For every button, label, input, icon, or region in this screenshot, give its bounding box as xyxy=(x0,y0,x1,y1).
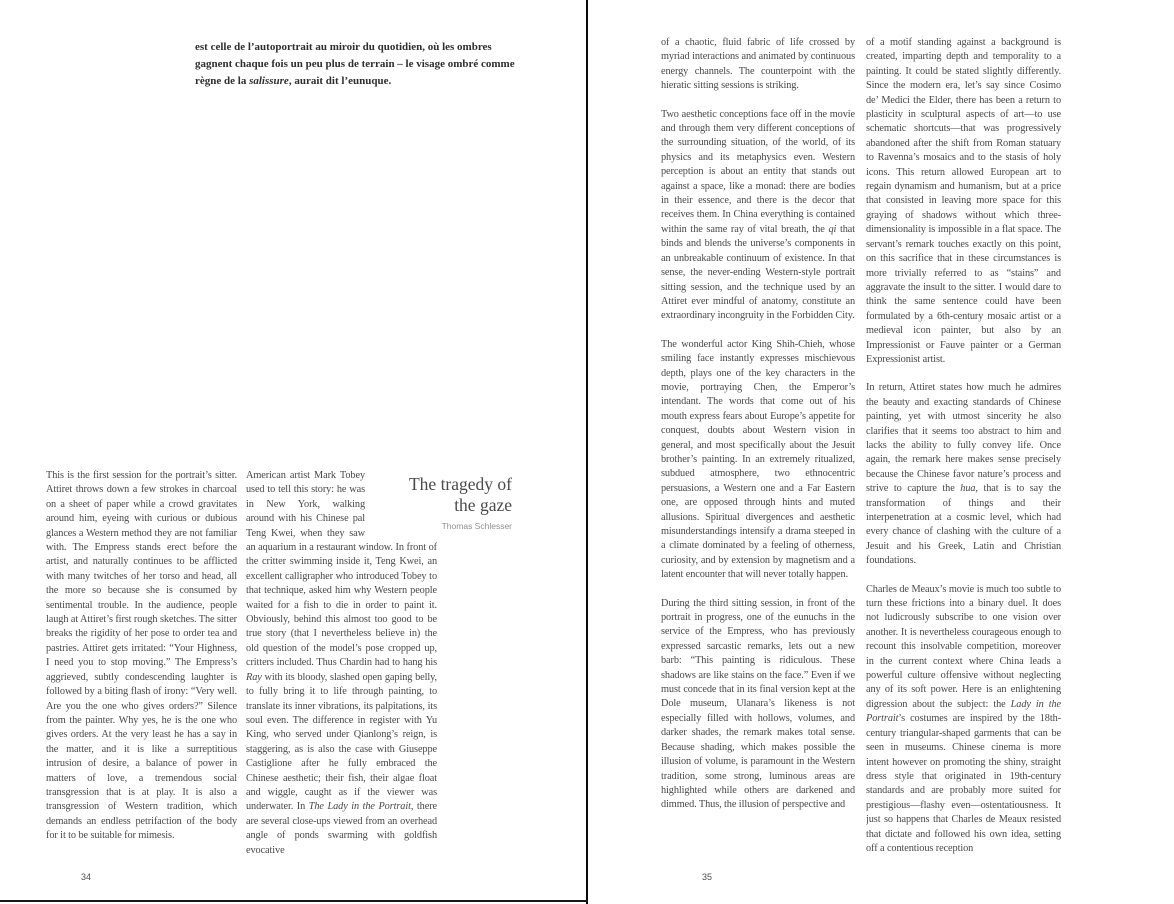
page-bottom-edge xyxy=(0,900,588,902)
left-column-1: This is the first session for the portrait’s sitter. Attiret throws down a few strokes in charcoal on a sheet of paper while a crowd gravitates around him, eyeing with curious or dubious glances a Western method they are not familiar with. The Empress stands erect before the artist, and naturally continues to be afflicted with many twitches of her torso and head, all the more so because she is consumed by sentimental trouble. In the audience, people laugh at Attiret’s first rough sketches. The sitter breaks the rigidity of her pose to order tea and pastries. Attiret gets irritated: “Your Highness, I need you to stop moving.” The Empress’s aggrieved, subtly condescending laughter is followed by a biting flash of irony: “Very well. Are you the one who gives orders?” Silence from the painter. Why yes, he is the one who gives orders. At the very least he has a say in the matter, and it is like a surreptitious intrusion of desire, a balance of power in matters of love, a tremendous social transgression that is at play. It is also a transgression of Western tradition, which demands an endless petrifaction of the body for it to be suitable for mimesis. xyxy=(46,470,237,842)
article-title-line-2: the gaze xyxy=(454,495,512,515)
left-column-2 xyxy=(246,469,437,861)
left-column-2-text: American artist Mark Tobey used to tell this story: he was in New York, walking around with his Chinese pal Teng Kwei, when they saw an aquarium in a restaurant window. In front of the critter swimming inside it, Teng Kwei, an excellent calligrapher who introduced Tobey to that technique, asked him why Western people waited for a fish to die in order to paint it. Obviously, behind this almost too good to be true story (that I nevertheless believe in) the old question of the model’s pose cropped up, critters included. Thus Chardin had to hang his Ray with its bloody, slashed open gaping belly, to fully bring it to life through painting, to translate its inner vibrations, its palpitations, its soul even. The difference in register with Yu King, who served under Qianlong’s reign, is staggering, as is also the case with Giuseppe Castiglione after he fully embraced the Chinese aesthetic; their fish, their algae float and wiggle, caught as if the viewer was underwater. In The Lady in the Portrait, there are several close-ups viewed from an overhead angle of ponds swarming with goldfish evocative xyxy=(246,470,437,856)
italic-text: salissure xyxy=(249,75,289,87)
italic-text: qi xyxy=(828,223,837,235)
italic-text: hua xyxy=(960,483,976,495)
italic-text: The Lady in the Portrait xyxy=(308,801,411,813)
right-column-2 xyxy=(866,36,1061,864)
paragraph: of a chaotic, fluid fabric of life crossed by myriad interactions and animated by continuous energy channels. The counterpoint with the hieratic sitting sessions is striking. xyxy=(661,37,855,92)
italic-text: Lady in the Portrait xyxy=(866,698,1061,725)
page-fold-divider xyxy=(586,0,588,904)
right-column-1 xyxy=(661,36,855,864)
author-byline: Thomas Schlesser xyxy=(441,521,512,531)
paragraph: of a motif standing against a background is created, imparting depth and temporality to a painting. It could be stated slightly differently. Since the modern era, let’s say since Cosimo de’ Medici the Elder, there has been a return to plasticity in sculptural aspects of art—to use schematic shortcuts—that was progressively abandoned after the shift from Roman statuary to Ravenna’s mosaics and to the stasis of holy icons. This return allowed European art to regain dynamism and humanism, but at a price that consisted in leaving more space for this graying of shadows without which three-dimensionality is impossible in a flat space. The servant’s remark touches exactly on this point, on this sacrifice that in these circumstances is more trivially referred to as “stains” and aggravate the insult to the sitter. I would dare to think the same sentence could have been formulated by a 6th-century mosaic artist or a medieval icon painter, but also by an Impressionist or Fauve painter or a German Expressionist artist. xyxy=(866,37,1061,365)
article-title-line-1: The tragedy of xyxy=(408,474,512,494)
french-epigraph: est celle de l’autoportrait au miroir du quotidien, où les ombres gagnent chaque fois un peu plus de terrain – le visage ombré comme règne de la salissure, aurait dit l’eunuque. xyxy=(195,41,515,87)
paragraph: In return, Attiret states how much he admires the beauty and exacting standards of Chinese painting, yet with utmost sincerity he also clarifies that it seems too abstract to him and lacks the ability to fully convey life. Once again, the remark here makes sense precisely because the Chinese favor nature’s process and strive to capture the hua, that is to say the transformation of things and their interpenetration at a cosmic level, which had every chance of clashing with the culture of a Jesuit and his Greek, Latin and Christian foundations. xyxy=(866,382,1061,567)
italic-text: Ray xyxy=(246,671,262,683)
paragraph: The wonderful actor King Shih-Chieh, whose smiling face instantly expresses mischievous depth, plays one of the key characters in the movie, portraying Chen, the Emperor’s intendant. The words that come out of his mouth express fears about Europe’s appetite for conquest, doubts about Western vision in general, and most specifically about the Jesuit brother’s painting. In an extremely ritualized, subdued atmosphere, two ethnocentric persuasions, a Western one and a Far Eastern one, are opposed through hints and muted allusions. Spiritual divergences and aesthetic misunderstandings intensify a drama steeped in a climate dominated by a feeling of otherness, curiosity, and by extension by magnetism and a latent encounter that will never totally happen. xyxy=(661,338,855,581)
paragraph: During the third sitting session, in front of the portrait in progress, one of the eunuchs in the service of the Empress, who has previously expressed sarcastic remarks, lets out a new barb: “This painting is ridiculous. These shadows are like stains on the face.” Even if we must concede that in its final version kept at the Dole museum, Ulanara’s likeness is not especially filled with hollows, volumes, and darker shades, the remark makes total sense. Because shading, which makes possible the illusion of volume, is paramount in the Western tradition, some strong, luminous areas are highlighted while others are darkened and dimmed. Thus, the illusion of perspective and xyxy=(661,597,855,811)
paragraph: Charles de Meaux’s movie is much too subtle to turn these frictions into a binary duel. It does not ludicrously subscribe to one vision over another. It is nevertheless courageous enough to recount this insolvable competition, moreover in the current context where China leads a powerful culture offensive without neglecting any of its soft power. Here is an enlightening digression about the subject: the Lady in the Portrait’s costumes are inspired by the 18th-century triangular-shaped garments that can be seen in museums. Chinese cinema is more intent however on promoting the shiny, straight dress style that originated in 19th-century standards and are probably more suited for prestigious—flashy even—ostentatiousness. It just so happens that Charles de Meaux resisted that dictate and followed his own idea, setting off a contentious reception xyxy=(866,583,1061,854)
paragraph: Two aesthetic conceptions face off in the movie and through them very different conceptions of the surrounding situation, of the world, of its physics and its metaphysics even. Western perception is about an entity that stands out against a space, like a monad: there are bodies in their essence, and there is the decor that receives them. In China everything is contained within the same ray of vital breath, the qi that binds and blends the universe’s components in an unbreakable continuum of existence. In that sense, the never-ending Western-style portrait sitting session, and the technique used by an Attiret ever mindful of anatomy, constitute an extraordinary incongruity in the Forbidden City. xyxy=(661,108,855,322)
left-page-columns xyxy=(46,469,437,861)
page-number-left: 34 xyxy=(81,872,92,882)
title-wrap-spacer xyxy=(365,469,437,527)
page-number-right: 35 xyxy=(702,872,713,882)
